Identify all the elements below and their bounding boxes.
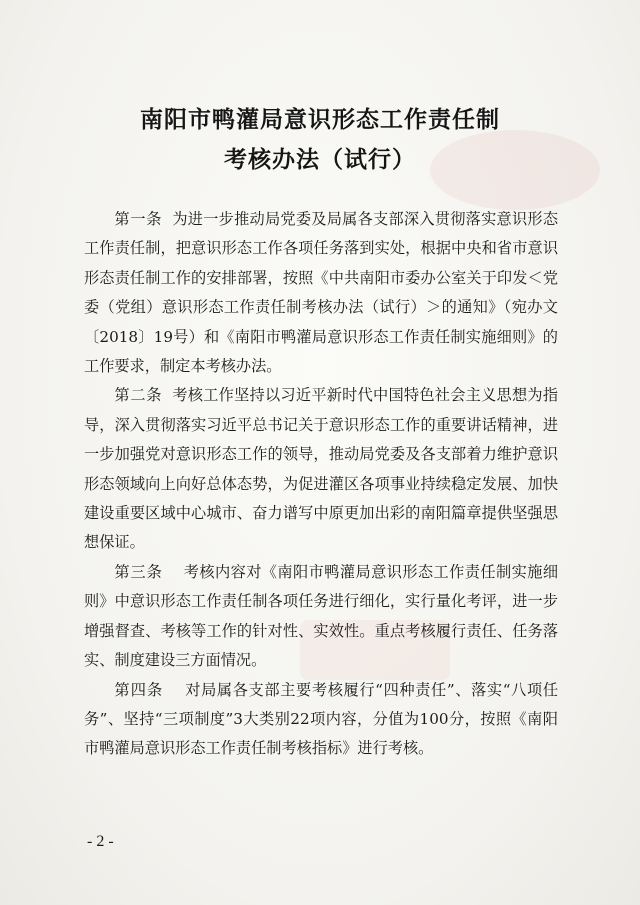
document-title-line-2: 考核办法（试行） xyxy=(224,146,416,173)
article-4 xyxy=(84,676,558,764)
article-label: 第二条 xyxy=(114,386,163,405)
article-text: 考核工作坚持以习近平新时代中国特色社会主义思想为指导，深入贯彻落实习近平总书记关于意识形态工作的重要讲话精神，进一步加强党对意识形态工作的领导，推动局党委及各支部着力维护意识形态领域向上向好总体态势，为促进灌区各项事业持续稳定发展、加快建设重要区域中心城市、奋力谱写中原更加出彩的南阳篇章提供坚强思想保证。 xyxy=(84,386,559,552)
article-label: 第一条 xyxy=(114,210,163,228)
document-title-line-1: 南阳市鸭灌局意识形态工作责任制 xyxy=(140,106,500,133)
article-label: 第四条 xyxy=(114,680,164,699)
article-text: 对局属各支部主要考核履行“四种责任”、落实“八项任务”、坚持“三项制度”3大类别22项内容，分值为100分，按照《南阳市鸭灌局意识形态工作责任制考核指标》进行考核。 xyxy=(84,680,559,758)
article-label: 第三条 xyxy=(114,562,163,581)
page-number: - 2 - xyxy=(87,833,114,850)
article-text: 为进一步推动局党委及局属各支部深入贯彻落实意识形态工作责任制，把意识形态工作各项任务落到实处，根据中央和省市意识形态责任制工作的安排部署，按照《中共南阳市委办公室关于印发＜党委（党组）意识形态工作责任制考核办法（试行）＞的通知》（宛办文〔2018〕19号）和《南阳市鸭灌局意识形态工作责任制实施细则》的工作要求，制定本考核办法。 xyxy=(84,210,559,376)
document-body xyxy=(84,205,558,764)
article-2 xyxy=(84,381,558,557)
article-text: 考核内容对《南阳市鸭灌局意识形态工作责任制实施细则》中意识形态工作责任制各项任务进行细化，实行量化考评，进一步增强督查、考核等工作的针对性、实效性。重点考核履行责任、任务落实、制度建设三方面情况。 xyxy=(84,562,559,670)
article-1 xyxy=(84,205,558,381)
article-3 xyxy=(84,558,558,676)
